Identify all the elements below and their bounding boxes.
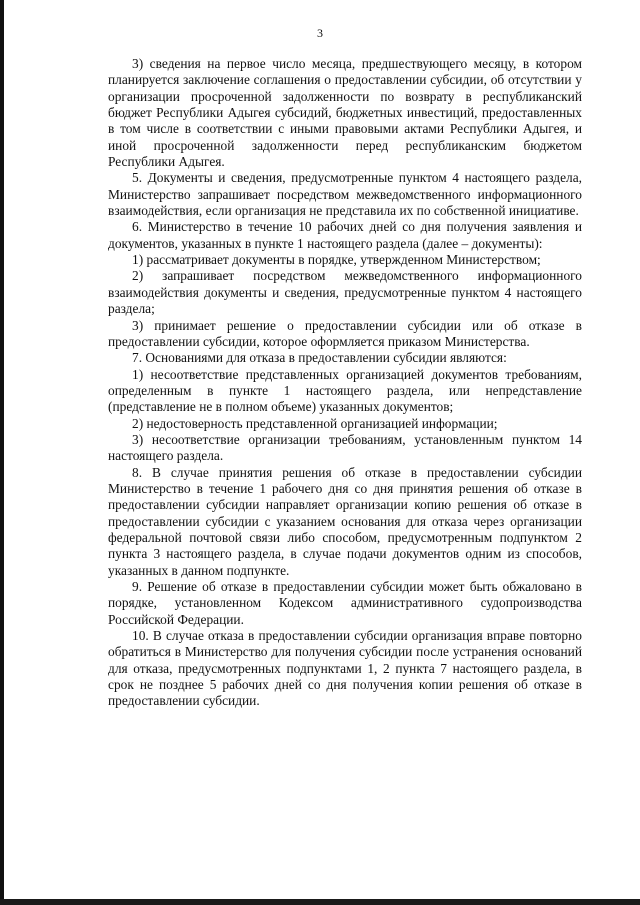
paragraph-6: 6. Министерство в течение 10 рабочих дней со дня получения заявления и документов, указанных в пункте 1 настоящего раздела (далее – документы):	[108, 219, 582, 251]
paragraph-7-item-3: 3) несоответствие организации требованиям, установленным пунктом 14 настоящего раздела.	[108, 431, 582, 464]
paragraph-5: 5. Документы и сведения, предусмотренные пунктом 4 настоящего раздела, Министерство запрашивает посредством межведомственного информационного взаимодействия, если организация не представила их по собственной инициативе.	[108, 170, 582, 219]
paragraph-8: 8. В случае принятия решения об отказе в предоставлении субсидии Министерство в течение 1 рабочего дня со дня принятия решения об отказе в предоставлении субсидии направляет организации копию решения об отказе в предоставлении субсидии с указанием основания для отказа через организации федеральной почтовой связи либо способом, предусмотренным подпунктом 2 пункта 3 настоящего раздела, в случае подачи документов одним из способов, указанных в данном подпункте.	[108, 464, 582, 578]
paragraph-10: 10. В случае отказа в предоставлении субсидии организация вправе повторно обратиться в Министерство для получения субсидии после устранения оснований для отказа, предусмотренных подпунктами 1, 2 пункта 7 настоящего раздела, в срок не позднее 5 рабочих дней со дня получения копии решения об отказе в предоставлении субсидии.	[108, 628, 582, 709]
paragraph-item-3-info: 3) сведения на первое число месяца, предшествующего месяцу, в котором планируется заключение соглашения о предоставлении субсидии, об отсутствии у организации просроченной задолженности по возврату в республиканский бюджет Республики Адыгея субсидий, бюджетных инвестиций, предоставленных в том числе в соответствии с иными правовыми актами Республики Адыгея, и иной просроченной задолженности перед республиканским бюджетом Республики Адыгея.	[108, 56, 582, 170]
paragraph-6-item-3: 3) принимает решение о предоставлении субсидии или об отказе в предоставлении субсидии, которое оформляется приказом Министерства.	[108, 317, 582, 349]
scan-edge-left	[0, 0, 4, 905]
document-body	[108, 56, 582, 710]
paragraph-7-item-2: 2) недостоверность представленной организацией информации;	[132, 415, 498, 431]
scan-edge-bottom	[0, 899, 640, 905]
paragraph-6-item-1: 1) рассматривает документы в порядке, утвержденном Министерством;	[132, 252, 541, 268]
paragraph-7: 7. Основаниями для отказа в предоставлении субсидии являются:	[132, 350, 507, 366]
page-number: 3	[317, 26, 323, 40]
paragraph-7-item-1: 1) несоответствие представленных организацией документов требованиям, определенным в пункте 1 настоящего раздела, или непредставление (представление не в полном объеме) указанных документов;	[108, 366, 582, 415]
paragraph-6-item-2: 2) запрашивает посредством межведомственного информационного взаимодействия документы и сведения, предусмотренные пунктом 4 настоящего раздела;	[108, 268, 582, 317]
paragraph-9: 9. Решение об отказе в предоставлении субсидии может быть обжаловано в порядке, установленном Кодексом административного судопроизводства Российской Федерации.	[108, 579, 582, 627]
